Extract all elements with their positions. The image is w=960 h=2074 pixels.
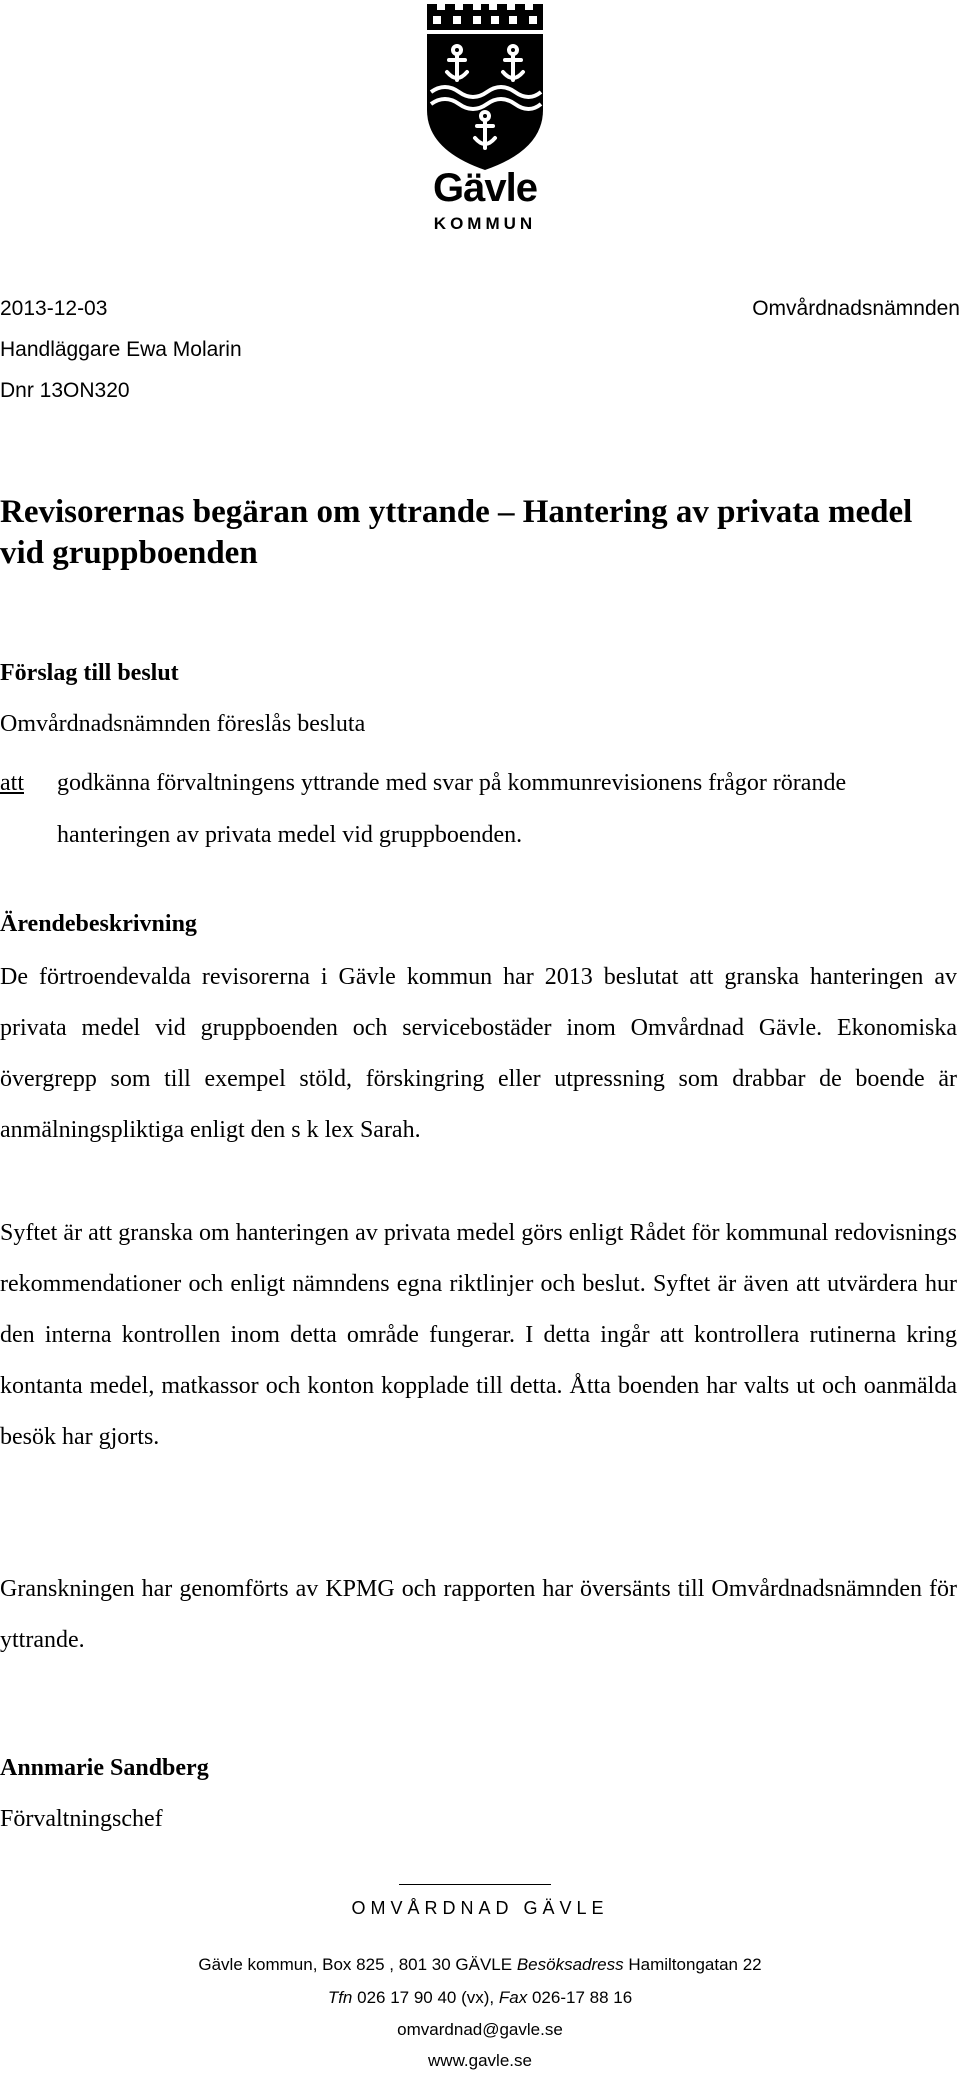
footer-phone-line (0, 1987, 960, 2009)
footer-fax-label: Fax (498, 1988, 528, 2007)
signatory-title: Förvaltningschef (0, 1806, 163, 1832)
footer-org: OMVÅRDNAD GÄVLE (351, 1898, 609, 1918)
page-title: Revisorernas begäran om yttrande – Hantering av privata medel vid gruppboenden (0, 494, 913, 571)
footer-postal-address: Gävle kommun, Box 825 , 801 30 GÄVLE (198, 1955, 513, 1974)
case-handler: Handläggare Ewa Molarin (0, 338, 242, 361)
description-paragraph-1: De förtroendevalda revisorerna i Gävle kommun har 2013 beslutat att granska hanteringen av privata medel vid gruppboenden och servicebostäder inom Omvårdnad Gävle. Ekonomiska övergrepp som till exempel stöld, förskingring eller utpressning som drabbar de boende är anmälningspliktiga enligt den s k lex Sarah. (0, 964, 957, 1143)
footer-email[interactable]: omvardnad@gavle.se (397, 2020, 563, 2039)
logo-sub: KOMMUN (433, 214, 537, 233)
footer-visit-address: Hamiltongatan 22 (628, 1955, 762, 1974)
proposal-intro: Omvårdnadsnämnden föreslås besluta (0, 711, 366, 737)
att-text: godkänna förvaltningens yttrande med svar på kommunrevisionens frågor rörande hanteringen av privata medel vid gruppboenden. (57, 770, 847, 848)
footer-phone: 026 17 90 40 (vx), (357, 1988, 495, 2007)
att-label: att (0, 770, 24, 796)
diary-number: Dnr 13ON320 (0, 379, 130, 402)
logo-name: Gävle (433, 166, 537, 210)
description-heading: Ärendebeskrivning (0, 911, 197, 937)
proposal-heading: Förslag till beslut (0, 660, 179, 686)
footer-divider (399, 1884, 551, 1885)
footer-website[interactable]: www.gavle.se (428, 2051, 532, 2070)
gavle-coat-of-arms-icon (423, 0, 547, 172)
footer-phone-label: Tfn (327, 1988, 353, 2007)
footer-address-line (0, 1954, 960, 1976)
committee-name: Omvårdnadsnämnden (752, 297, 960, 320)
logo (423, 0, 547, 240)
signatory-name: Annmarie Sandberg (0, 1755, 209, 1781)
footer-fax: 026-17 88 16 (531, 1988, 633, 2007)
description-paragraph-2: Syftet är att granska om hanteringen av privata medel görs enligt Rådet för kommunal redovisnings rekommendationer och enligt nämndens egna riktlinjer och beslut. Syftet är även att utvärdera hur den interna kontrollen inom detta område fungerar. I detta ingår att kontrollera rutinerna kring kontanta medel, matkassor och konton kopplade till detta. Åtta boenden har valts ut och oanmälda besök har gjorts. (0, 1220, 957, 1450)
description-paragraph-3: Granskningen har genomförts av KPMG och rapporten har översänts till Omvårdnadsnämnden för yttrande. (0, 1576, 957, 1653)
document-date: 2013-12-03 (0, 297, 108, 320)
footer-visit-label: Besöksadress (516, 1955, 624, 1974)
